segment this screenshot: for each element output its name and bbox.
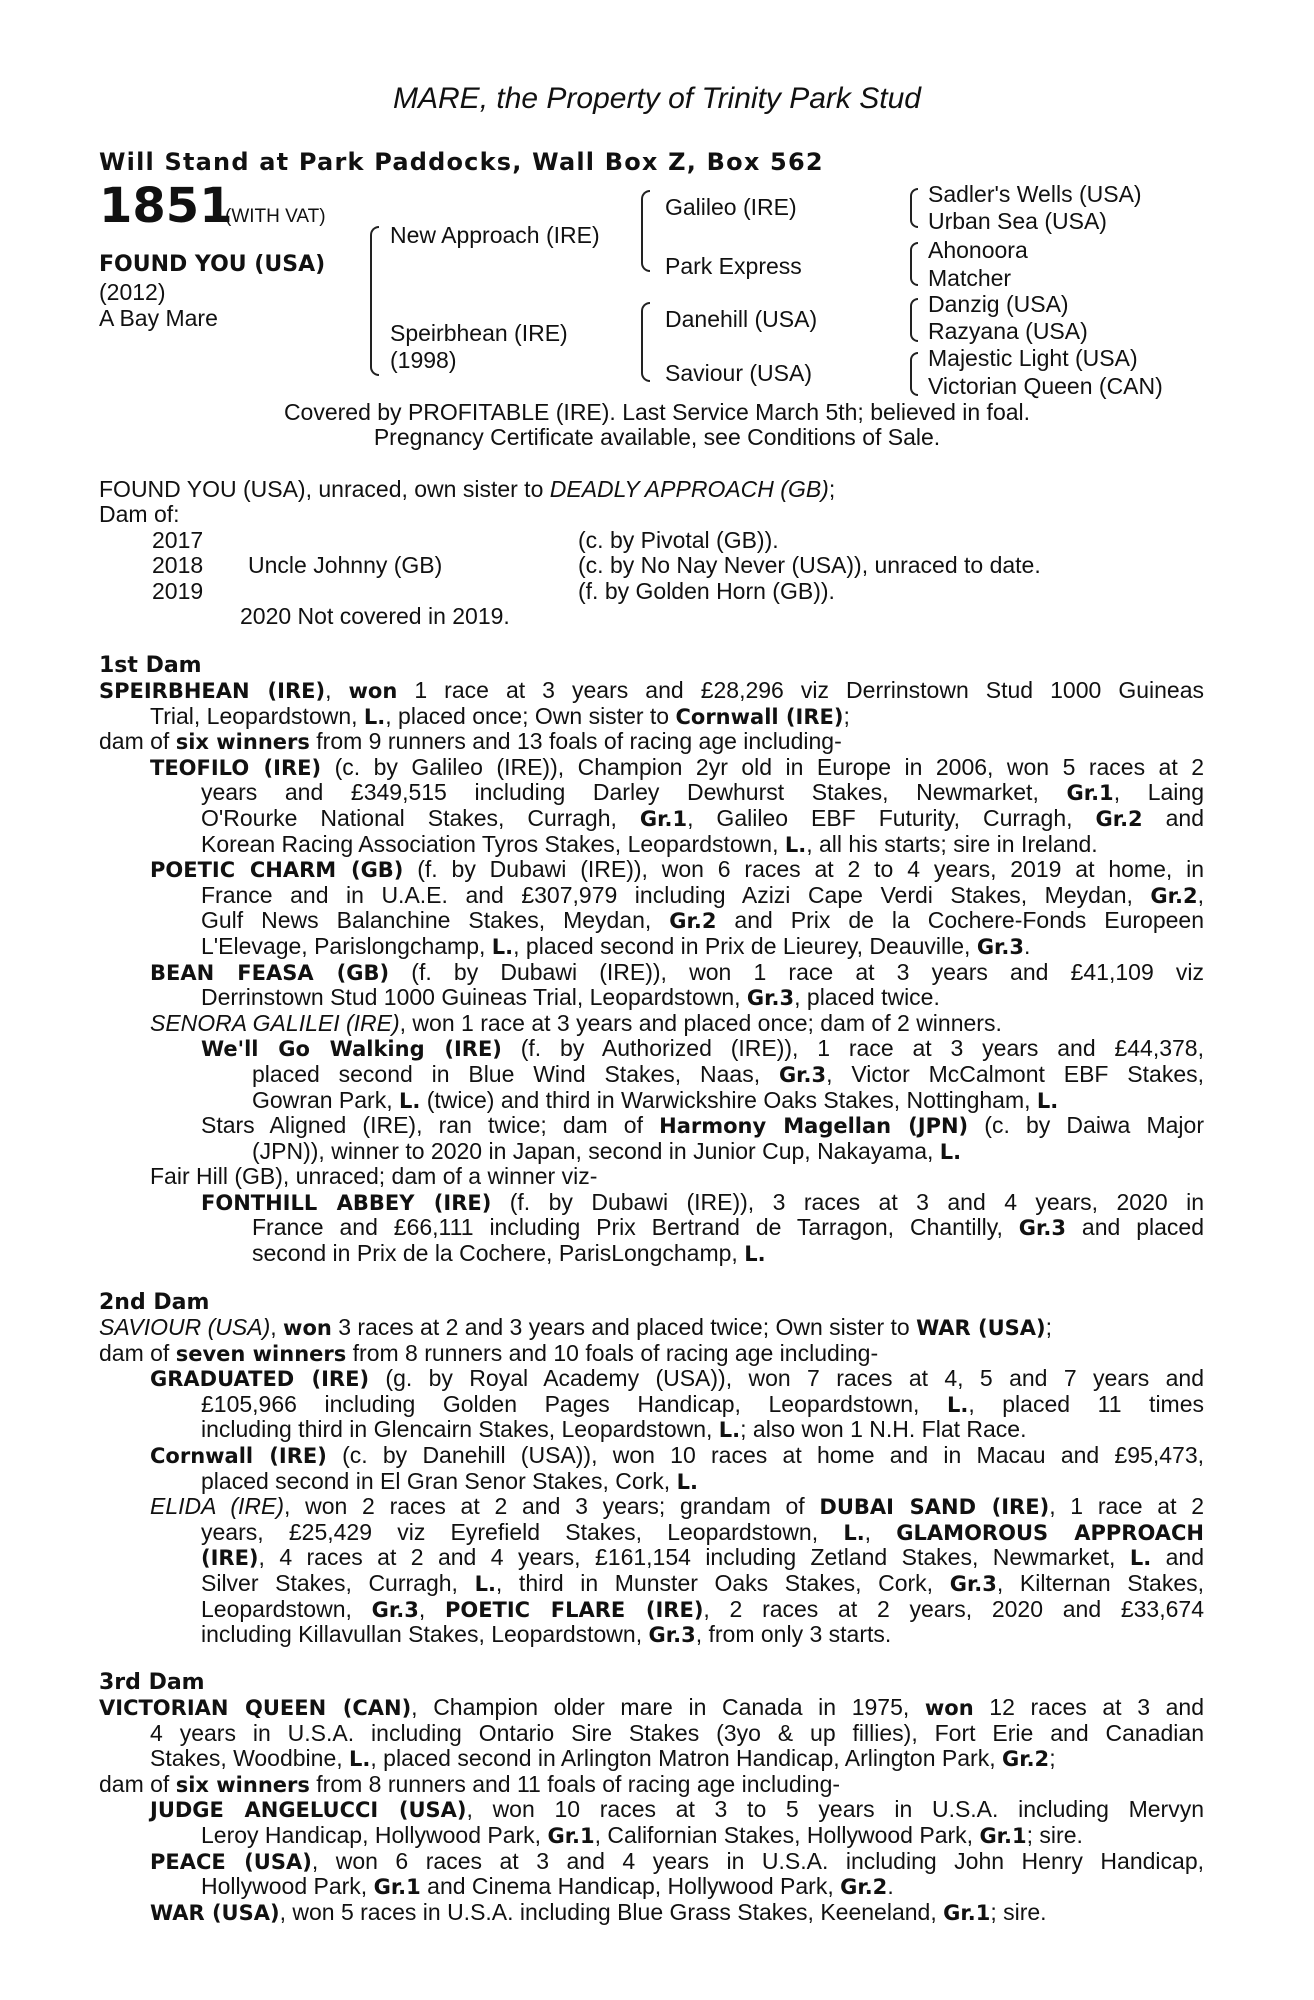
pedigree-brace-g1	[910, 188, 918, 228]
pedigree-g8: Victorian Queen (CAN)	[928, 373, 1163, 399]
produce-year: 2017	[152, 527, 204, 553]
produce-name: Uncle Johnny (GB)	[248, 552, 443, 578]
pedigree-brace-g2	[910, 242, 918, 286]
pedigree-g4: Matcher	[928, 265, 1012, 291]
second-dam-body: SAVIOUR (USA), won 3 races at 2 and 3 years and placed twice; Own sister to WAR (USA); dam of seven winners from 8 runners and 10 foals of racing age including- GRADUATED (IRE) (g. by Royal Academy (USA)), won 7 races at 4, 5 and 7 years and £105,966 including Golden Pages Handicap, Leopardstown, L., placed 11 times including third in Glencairn Stakes, Leopardstown, L.; also won 1 N.H. Flat Race. Cornwall (IRE) (c. by Danehill (USA)), won 10 races at home and in Macau and £95,473, placed second in El Gran Senor Stakes, Cork, L. ELIDA (IRE), won 2 races at 2 and 3 years; grandam of DUBAI SAND (IRE), 1 race at 2 years, £25,429 viz Eyrefield Stakes, Leopardstown, L., GLAMOROUS APPROACH (IRE), 4 races at 2 and 4 years, £161,154 including Zetland Stakes, Newmarket, L. and Silver Stakes, Curragh, L., third in Munster Oaks Stakes, Cork, Gr.3, Kilternan Stakes, Leopardstown, Gr.3, POETIC FLARE (IRE), 2 races at 2 years, 2020 and £33,674 including Killavullan Stakes, Leopardstown, Gr.3, from only 3 starts.	[99, 1314, 1205, 1648]
horse-description: A Bay Mare	[99, 305, 218, 331]
stand-location: Will Stand at Park Paddocks, Wall Box Z, Box 562	[99, 148, 824, 176]
pedigree-g1: Sadler's Wells (USA)	[928, 181, 1142, 207]
produce-note: (c. by No Nay Never (USA)), unraced to date.	[578, 552, 1041, 578]
covered-line-2: Pregnancy Certificate available, see Conditions of Sale.	[373, 424, 941, 450]
horse-year: (2012)	[99, 279, 166, 305]
pedigree-g2: Urban Sea (USA)	[928, 208, 1107, 234]
vat-note: (WITH VAT)	[225, 206, 326, 227]
first-dam-body: SPEIRBHEAN (IRE), won 1 race at 3 years and £28,296 viz Derrinstown Stud 1000 Guineas Trial, Leopardstown, L., placed once; Own sister to Cornwall (IRE); dam of six winners from 9 runners and 13 foals of racing age including- TEOFILO (IRE) (c. by Galileo (IRE)), Champion 2yr old in Europe in 2006, won 5 races at 2 years and £349,515 including Darley Dewhurst Stakes, Newmarket, Gr.1, Laing O'Rourke National Stakes, Curragh, Gr.1, Galileo EBF Futurity, Curragh, Gr.2 and Korean Racing Association Tyros Stakes, Leopardstown, L., all his starts; sire in Ireland. POETIC CHARM (GB) (f. by Dubawi (IRE)), won 6 races at 2 to 4 years, 2019 at home, in France and in U.A.E. and £307,979 including Azizi Cape Verdi Stakes, Meydan, Gr.2, Gulf News Balanchine Stakes, Meydan, Gr.2 and Prix de la Cochere-Fonds Europeen L'Elevage, Parislongchamp, L., placed second in Prix de Lieurey, Deauville, Gr.3. BEAN FEASA (GB) (f. by Dubawi (IRE)), won 1 race at 3 years and £41,109 viz Derrinstown Stud 1000 Guineas Trial, Leopardstown, Gr.3, placed twice. SENORA GALILEI (IRE), won 1 race at 3 years and placed once; dam of 2 winners. We'll Go Walking (IRE) (f. by Authorized (IRE)), 1 race at 3 years and £44,378, placed second in Blue Wind Stakes, Naas, Gr.3, Victor McCalmont EBF Stakes, Gowran Park, L. (twice) and third in Warwickshire Oaks Stakes, Nottingham, L. Stars Aligned (IRE), ran twice; dam of Harmony Magellan (JPN) (c. by Daiwa Major (JPN)), winner to 2020 in Japan, second in Junior Cup, Nakayama, L. Fair Hill (GB), unraced; dam of a winner viz- FONTHILL ABBEY (IRE) (f. by Dubawi (IRE)), 3 races at 3 and 4 years, 2020 in France and £66,111 including Prix Bertrand de Tarragon, Chantilly, Gr.3 and placed second in Prix de la Cochere, ParisLongchamp, L.	[99, 677, 1205, 1267]
section-heading-1st-dam: 1st Dam	[99, 653, 202, 678]
pedigree-sire-dam: Park Express	[665, 253, 802, 279]
produce-intro: FOUND YOU (USA), unraced, own sister to DEADLY APPROACH (GB);	[99, 476, 836, 502]
page-title: MARE, the Property of Trinity Park Stud	[393, 82, 921, 115]
pedigree-sire-sire: Galileo (IRE)	[665, 194, 797, 220]
pedigree-sire: New Approach (IRE)	[390, 222, 600, 248]
section-heading-3rd-dam: 3rd Dam	[99, 1670, 205, 1695]
pedigree-brace-main	[370, 226, 379, 376]
third-dam-body: VICTORIAN QUEEN (CAN), Champion older mare in Canada in 1975, won 12 races at 3 and 4 years in U.S.A. including Ontario Sire Stakes (3yo & up fillies), Fort Erie and Canadian Stakes, Woodbine, L., placed second in Arlington Matron Handicap, Arlington Park, Gr.2; dam of six winners from 8 runners and 11 foals of racing age including- JUDGE ANGELUCCI (USA), won 10 races at 3 to 5 years in U.S.A. including Mervyn Leroy Handicap, Hollywood Park, Gr.1, Californian Stakes, Hollywood Park, Gr.1; sire. PEACE (USA), won 6 races at 3 and 4 years in U.S.A. including John Henry Handicap, Hollywood Park, Gr.1 and Cinema Handicap, Hollywood Park, Gr.2. WAR (USA), won 5 races in U.S.A. including Blue Grass Stakes, Keeneland, Gr.1; sire.	[99, 1694, 1204, 1925]
pedigree-g6: Razyana (USA)	[928, 318, 1088, 344]
produce-dam-of: Dam of:	[99, 501, 180, 527]
pedigree-brace-sire	[641, 190, 650, 272]
produce-note: (c. by Pivotal (GB)).	[578, 527, 779, 553]
lot-number: 1851	[99, 178, 233, 234]
pedigree-g7: Majestic Light (USA)	[928, 345, 1138, 371]
pedigree-dam-year: (1998)	[390, 347, 457, 373]
pedigree-dam-sire: Danehill (USA)	[665, 306, 818, 332]
section-heading-2nd-dam: 2nd Dam	[99, 1290, 210, 1315]
produce-year: 2019	[152, 578, 204, 604]
produce-note: (f. by Golden Horn (GB)).	[578, 578, 835, 604]
pedigree-g5: Danzig (USA)	[928, 291, 1069, 317]
pedigree-brace-dam	[641, 302, 650, 382]
produce-not-covered: 2020 Not covered in 2019.	[240, 603, 510, 629]
pedigree-dam: Speirbhean (IRE)	[390, 320, 568, 346]
pedigree-dam-dam: Saviour (USA)	[665, 360, 812, 386]
covered-line-1: Covered by PROFITABLE (IRE). Last Service March 5th; believed in foal.	[283, 399, 1031, 425]
horse-name: FOUND YOU (USA)	[99, 252, 326, 277]
pedigree-brace-g3	[910, 298, 918, 342]
pedigree-g3: Ahonoora	[928, 237, 1028, 263]
pedigree-brace-g4	[910, 352, 918, 396]
produce-year: 2018	[152, 552, 204, 578]
